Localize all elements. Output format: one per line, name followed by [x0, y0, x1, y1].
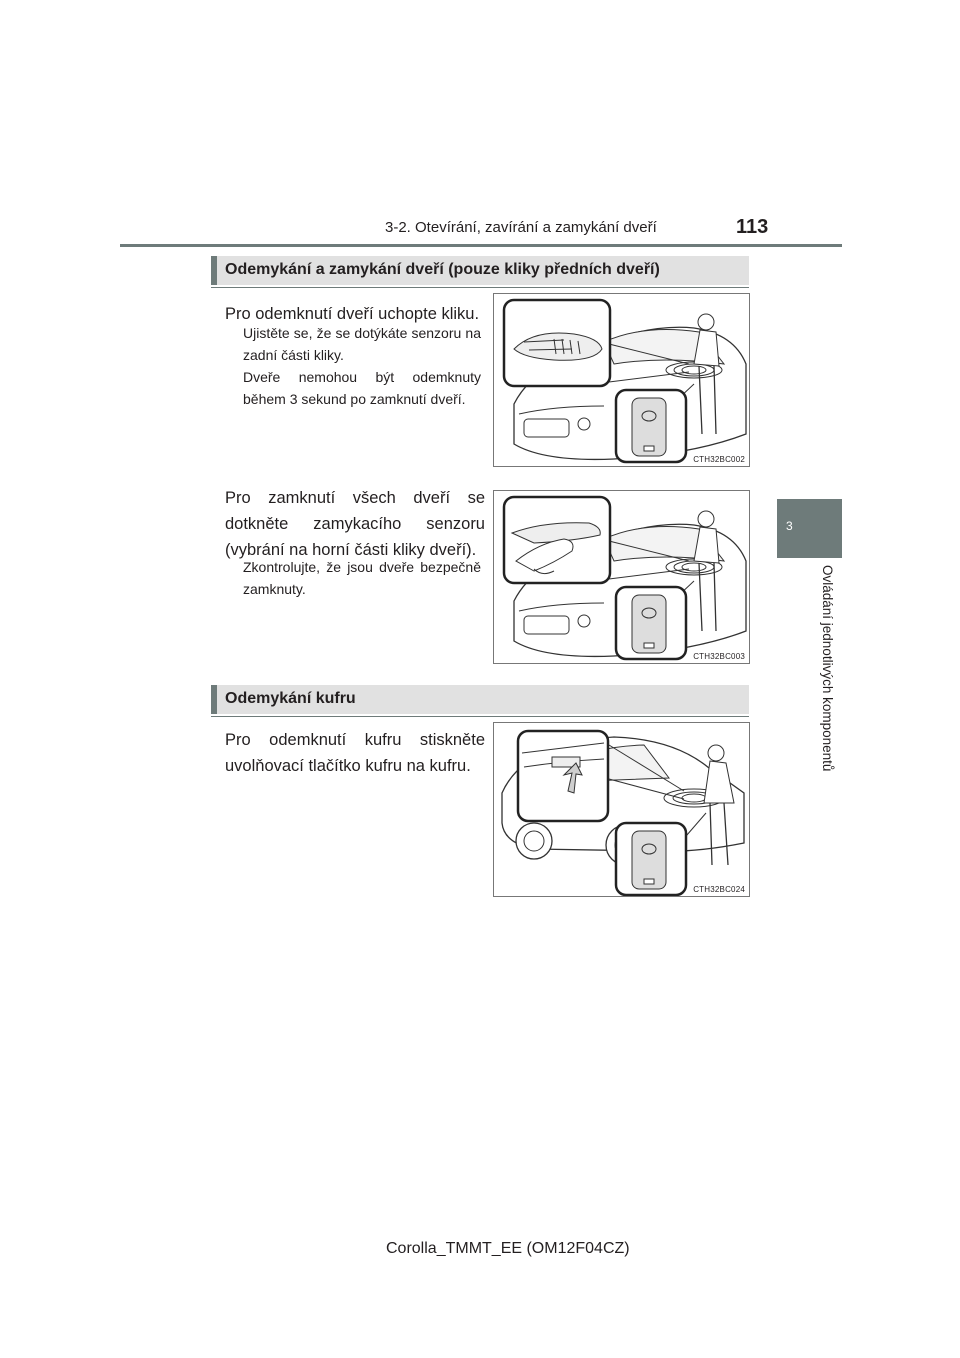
header-rule: [120, 244, 842, 247]
instruction-unlock-doors: Pro odemknutí dveří uchopte kliku.: [225, 305, 480, 323]
footer-model: Corolla_TMMT_EE (OM12F04CZ): [386, 1240, 630, 1257]
trunk-release-illustration: [494, 723, 750, 897]
car-handle-lock-illustration: [494, 491, 750, 664]
figure-code: CTH32BC024: [693, 885, 745, 894]
illustration-touch-sensor: [493, 490, 750, 664]
page-number: 113: [736, 216, 769, 238]
instruction-unlock-trunk: Pro odemknutí kufru stiskněte uvolňovací tlačítko kufru na kufru.: [225, 731, 485, 775]
section-heading-text: Odemykání kufru: [225, 690, 356, 707]
chapter-title-vertical: Ovládání jednotlivých komponentů: [820, 565, 835, 772]
figure-code: CTH32BC002: [693, 455, 745, 464]
note-sensor-touch: Ujistěte se, že se dotýkáte senzoru na zadní části kliky.: [243, 325, 481, 363]
section-heading-trunk: [211, 685, 749, 714]
section-heading-text: Odemykání a zamykání dveří (pouze kliky předních dveří): [225, 261, 660, 278]
chapter-number: 3: [786, 519, 793, 533]
instruction-lock-doors: Pro zamknutí všech dveří se dotkněte zamykacího senzoru (vybrání na horní části kliky dveří).: [225, 489, 485, 559]
car-handle-unlock-illustration: [494, 294, 750, 467]
illustration-trunk-release: [493, 722, 750, 897]
illustration-grab-handle: [493, 293, 750, 467]
note-unlock-delay: Dveře nemohou být odemknuty během 3 sekund po zamknutí dveří.: [243, 369, 481, 407]
note-check-locked: Zkontrolujte, že jsou dveře bezpečně zamknuty.: [243, 559, 481, 597]
section-heading-doors: [211, 256, 749, 285]
running-header-title: 3-2. Otevírání, zavírání a zamykání dveří: [385, 219, 657, 236]
figure-code: CTH32BC003: [693, 652, 745, 661]
